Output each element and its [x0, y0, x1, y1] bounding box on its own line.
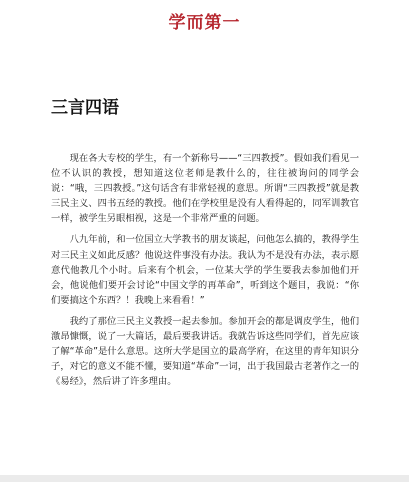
paragraph-2: 八九年前，和一位国立大学教书的朋友谈起，问他怎么搞的，教得学生对三民主义如此反感？他说这件事没有办法。我认为不是没有办法，表示愿意代他教几个小时。后来有个机会，一位某大学的学生要我去参加他们开会，他说他们要开会讨论“中国文学的再革命”，听到这个题目，我说：“你们要搞这个东西？！我晚上来看看！”: [51, 234, 359, 306]
page-bottom-edge: [0, 475, 409, 482]
body-text: [51, 151, 359, 395]
running-title: 学而第一: [168, 13, 241, 33]
paragraph-3: 我约了那位三民主义教授一起去参加。参加开会的都是调皮学生，他们激昂慷慨，说了一大篇话，最后要我讲话。我就告诉这些同学们，首先应该了解“革命”是什么意思。这所大学是国立的最高学府，在这里的青年知识分子，对它的意义不能不懂，要知道“革命”一词，出于我国最古老著作之一的《易经》，然后讲了许多理由。: [51, 315, 359, 388]
chapter-title: 三言四语: [51, 98, 119, 118]
paragraph-1: 现在各大专校的学生，有一个新称号——“三四教授”。假如我们看见一位不认识的教授，想知道这位老师是教什么的，往往被询问的同学会说：“哦，三四教授。”这句话含有非常轻视的意思。所谓“三四教授”就是教三民主义、四书五经的教授。他们在学校里是没有人看得起的，同军训教官一样，被学生另眼相视，这是一个非常严重的问题。: [51, 153, 359, 225]
